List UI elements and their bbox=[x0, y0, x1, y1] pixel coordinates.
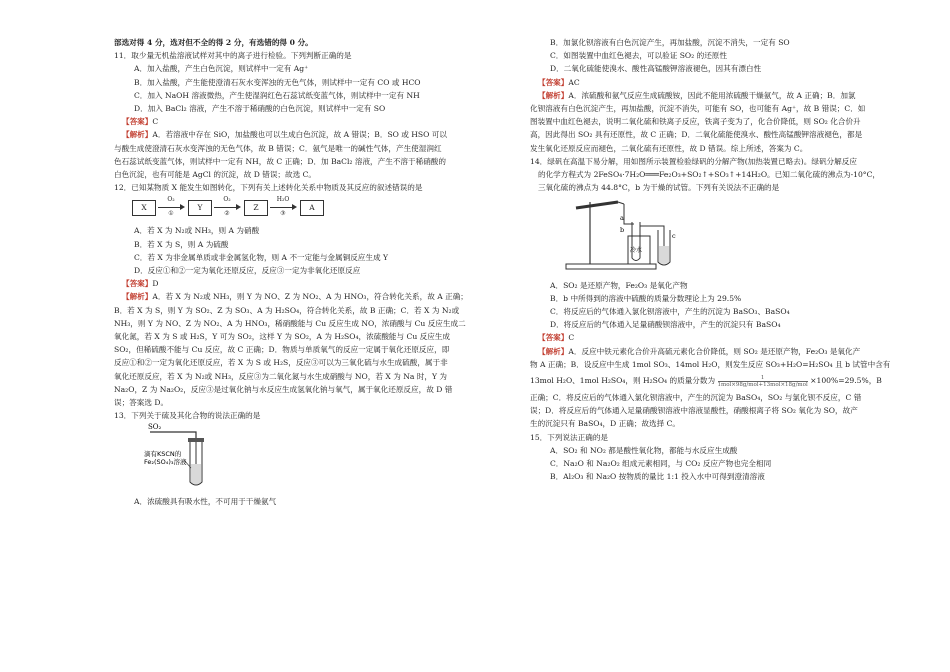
answer-label: 【答案】 bbox=[538, 77, 569, 87]
q13-analysis-line: 发生氧化还原反应而褪色，二氧化硫有还原性，故 D 错误。综上所述，答案为 C。 bbox=[530, 143, 808, 153]
flow-box-z: Z bbox=[244, 200, 268, 216]
q14-option-d: D．将反应后的气体通入足量硝酸钡溶液中，产生的沉淀只有 BaSO₄ bbox=[550, 320, 781, 330]
q12-option-b: B．若 X 为 S，则 A 为硫酸 bbox=[134, 239, 229, 249]
q12-option-d: D．反应①和②一定为氧化还原反应，反应③一定为非氧化还原反应 bbox=[134, 266, 361, 276]
q13-option-d: D．二氧化硫能使溴水、酸性高锰酸钾溶液褪色，因其有漂白性 bbox=[550, 64, 762, 74]
q11-option-d: D．加入 BaCl₂ 溶液，产生不溶于稀硝酸的白色沉淀，则试样中一定有 SO bbox=[134, 104, 386, 114]
q12-stem: 12．已知某物质 X 能发生如图转化，下列有关上述转化关系中物质及其反应的叙述错误的是 bbox=[114, 183, 423, 193]
answer-label: 【答案】 bbox=[122, 279, 153, 289]
q12-flow-diagram bbox=[132, 196, 474, 220]
q12-answer bbox=[114, 277, 474, 290]
q13-analysis-line: 图装置中血红色褪去，说明二氧化硫和铁离子反应，铁离子变为了，化合价降低，则 SO₂ 化合价升 bbox=[530, 117, 861, 127]
q12-option-a: A．若 X 为 N₂或 NH₃，则 A 为硝酸 bbox=[134, 226, 260, 236]
q14-analysis-text: ×100%=29.5%，B bbox=[810, 376, 882, 386]
flow-box-a: A bbox=[300, 200, 324, 216]
flow-arrow-3 bbox=[268, 196, 298, 220]
figure-label-c: c bbox=[672, 232, 676, 241]
q11-option-c: C．加入 NaOH 溶液微热，产生使湿润红色石蕊试纸变蓝气体，则试样中一定有 NH bbox=[134, 90, 420, 100]
flow-arrow-1 bbox=[156, 196, 186, 220]
q14-stem-line: 14．绿矾在高温下易分解，用如图所示装置检验绿矾的分解产物(加热装置已略去)。绿矾分解反应 bbox=[530, 156, 857, 166]
flow-box-y: Y bbox=[188, 200, 212, 216]
figure-label-b: b bbox=[620, 226, 625, 235]
q11-option-a: A．加入盐酸，产生白色沉淀，则试样中一定有 Ag⁺ bbox=[134, 64, 309, 74]
q12-analysis-line: 氧化氮，若 X 为 S 或 H₂S，Y 可为 SO₂，这样 Y 为 SO₂，A 为 H₂SO₄，浓硫酸能与 Cu 反应生成 bbox=[114, 332, 450, 342]
q12-analysis-line: B．若 X 为 S，则 Y 为 SO₂、Z 为 SO₃、A 为 H₂SO₄，符合转化关系，故 B 正确；C．若 X 为 N₂或 bbox=[114, 305, 460, 315]
q12-analysis-text: A．若 X 为 N₂或 NH₃，则 Y 为 NO、Z 为 NO₂、A 为 HNO₃，符合转化关系，故 A 正确； bbox=[152, 292, 468, 302]
q13-option-b: B．加氯化钡溶液有白色沉淀产生，再加盐酸，沉淀不消失，一定有 SO bbox=[550, 38, 790, 47]
figure-gas-label: SO₂ bbox=[148, 423, 162, 432]
right-column bbox=[530, 36, 890, 483]
q12-option-c: C．若 X 为非金属单质或非金属氢化物，则 A 不一定能与金属铜反应生成 Y bbox=[134, 252, 388, 262]
q14-stem-line: 三氧化硫的沸点为 44.8°C，b 为干燥的试管。下列有关说法不正确的是 bbox=[538, 183, 780, 193]
q13-analysis-text: A．浓硫酸和氨气反应生成硫酸铵，因此不能用浓硫酸干燥氨气，故 A 正确；B．加氯 bbox=[568, 90, 856, 100]
flow-reagent: O₂ bbox=[167, 196, 175, 204]
left-column bbox=[114, 36, 474, 508]
q14-option-a: A．SO₂ 是还原产物，Fe₂O₃ 是氧化产物 bbox=[550, 280, 688, 290]
q14-option-b: B．b 中所得到的溶液中硫酸的质量分数理论上为 29.5% bbox=[550, 293, 742, 303]
q11-stem: 11．取少量无机盐溶液试样对其中的离子进行检验。下列判断正确的是 bbox=[114, 51, 352, 61]
figure-solution-label-1: 滴有KSCN的 bbox=[144, 450, 182, 459]
q13-apparatus-figure bbox=[144, 422, 474, 492]
answer-label: 【答案】 bbox=[538, 333, 569, 343]
q12-analysis-line: 反应①和②一定为氧化还原反应，若 X 为 S 或 H₂S，反应③可以为三氧化硫与水生成硫酸，属于非 bbox=[114, 358, 448, 368]
decomposition-apparatus-figure bbox=[560, 194, 690, 272]
q12-analysis-line: SO₂，但稀硫酸不能与 Cu 反应，故 C 正确；D．物质与单质氧气的反应一定属于氧化还原反应，即 bbox=[114, 345, 450, 355]
fraction-numerator: 1 bbox=[718, 375, 808, 382]
q14-analysis-fraction-line bbox=[530, 371, 890, 391]
flow-reagent: O₂ bbox=[223, 196, 231, 204]
analysis-label: 【解析】 bbox=[122, 292, 153, 302]
flow-step-number: ② bbox=[224, 210, 230, 218]
q15-option-a: A．SO₂ 和 NO₂ 都是酸性氧化物，都能与水反应生成酸 bbox=[550, 445, 738, 455]
flow-step-number: ① bbox=[168, 210, 174, 218]
flow-reagent: H₂O bbox=[276, 196, 290, 204]
q11-option-b: B．加入盐酸，产生能使澄清石灰水变浑浊的无色气体，则试样中一定有 CO 或 HCO bbox=[134, 77, 421, 87]
q11-analysis-line: 与酸生成使澄清石灰水变浑浊的无色气体，故 B 错误；C．氨气是唯一的碱性气体，产生使湿润红 bbox=[114, 143, 442, 153]
q11-analysis-line: 白色沉淀，也有可能是 AgCl 的沉淀，故 D 错误；故选 C。 bbox=[114, 170, 317, 180]
q12-analysis-line: NH₃，则 Y 为 NO、Z 为 NO₂、A 为 HNO₃，稀硝酸能与 Cu 反应生成 NO，浓硝酸与 Cu 反应生成二 bbox=[114, 318, 466, 328]
q14-analysis-text: 13mol H₂O、1mol H₂SO₄，则 H₂SO₄ 的质量分数为 bbox=[530, 376, 716, 386]
mass-fraction-formula bbox=[718, 375, 808, 388]
fraction-denominator: 1mol×98g/mol+13mol×18g/mol bbox=[717, 381, 808, 388]
q14-analysis-line: 正确；C．将反应后的气体通入氯化钡溶液中，产生的沉淀为 BaSO₄，SO₂ 与氯化钡不反应，C 错 bbox=[530, 393, 862, 403]
analysis-label: 【解析】 bbox=[538, 90, 569, 100]
q13-answer-value: AC bbox=[568, 77, 580, 87]
q14-analysis-line: 误；D．将反应后的气体通入足量硝酸钡溶液中溶液显酸性，硝酸根离子将 SO₂ 氧化为 SO，故产 bbox=[530, 406, 858, 416]
q15-option-b: B．Al₂O₃ 和 Na₂O 按物质的量比 1:1 投入水中可得到澄清溶液 bbox=[550, 472, 765, 482]
q14-option-c: C．将反应后的气体通入氯化钡溶液中，产生的沉淀为 BaSO₃、BaSO₄ bbox=[550, 307, 790, 317]
q14-analysis-line: 物 A 正确；B．设反应中生成 1mol SO₃、14mol H₂O，则发生反应 SO₃+H₂O=H₂SO₄ 且 b 试管中含有 bbox=[530, 359, 890, 369]
flow-step-number: ③ bbox=[280, 210, 286, 218]
answer-label: 【答案】 bbox=[122, 117, 153, 127]
q12-analysis-line: Na₂O，Z 为 Na₂O₂，反应③是过氧化钠与水反应生成氢氧化钠与氧气，属于氧化还原反应，故 D 错 bbox=[114, 384, 453, 394]
flow-box-x: X bbox=[132, 200, 156, 216]
scoring-note: 部选对得 4 分，选对但不全的得 2 分，有选错的得 0 分。 bbox=[114, 38, 313, 47]
q11-analysis-text: A．若溶液中存在 SiO，加盐酸也可以生成白色沉淀，故 A 错误；B．SO 或 HSO 可以 bbox=[152, 130, 447, 140]
q15-stem: 15．下列说法正确的是 bbox=[530, 432, 609, 442]
q11-answer bbox=[114, 115, 474, 128]
q12-answer-value: D bbox=[152, 279, 159, 289]
q14-analysis-line: 生的沉淀只有 BaSO₄，D 正确；故选择 C。 bbox=[530, 419, 681, 429]
q13-answer bbox=[530, 76, 890, 89]
q14-answer bbox=[530, 331, 890, 344]
q13-stem: 13．下列关于硫及其化合物的说法正确的是 bbox=[114, 411, 261, 421]
q13-analysis-line: 高，因此得出 SO₂ 具有还原性，故 C 正确；D．二氧化硫能使溴水、酸性高锰酸钾溶液褪色，都是 bbox=[530, 130, 863, 140]
q13-option-a: A．浓硫酸具有吸水性，不可用于干燥氨气 bbox=[134, 496, 277, 506]
q14-answer-value: C bbox=[568, 333, 575, 343]
figure-label-cold-water: 冷水 bbox=[630, 247, 643, 255]
q11-analysis-line bbox=[114, 128, 474, 141]
figure-solution-label-2: Fe₂(SO₄)₃溶液 bbox=[144, 458, 187, 467]
analysis-label: 【解析】 bbox=[538, 346, 569, 356]
q14-apparatus-figure bbox=[560, 194, 890, 276]
figure-label-a: a bbox=[620, 214, 624, 223]
test-tube-figure bbox=[144, 422, 234, 488]
q12-analysis-line bbox=[114, 290, 474, 303]
q13-analysis-line: 化钡溶液有白色沉淀产生，再加盐酸，沉淀不消失，可能有 SO，也可能有 Ag⁺，故 B 错误；C．如 bbox=[530, 104, 866, 114]
analysis-label: 【解析】 bbox=[122, 130, 153, 140]
q14-analysis-text: A．反应中铁元素化合价升高硫元素化合价降低，则 SO₂ 是还原产物，Fe₂O₃ 是氧化产 bbox=[568, 346, 861, 356]
q11-answer-value: C bbox=[152, 117, 159, 127]
flow-arrow-2 bbox=[212, 196, 242, 220]
q15-option-c: C．Na₂O 和 Na₂O₂ 组成元素相同，与 CO₂ 反应产物也完全相同 bbox=[550, 459, 772, 469]
q12-analysis-line: 误；答案选 D。 bbox=[114, 398, 169, 408]
q13-analysis-line bbox=[530, 89, 890, 102]
q13-option-c: C．如图装置中血红色褪去，可以验证 SO₂ 的还原性 bbox=[550, 51, 727, 61]
q14-stem-line: 的化学方程式为 2FeSO₄·7H₂O═══Fe₂O₃+SO₂↑+SO₃↑+14H₂O。已知二氧化硫的沸点为-10°C， bbox=[538, 170, 881, 180]
q14-analysis-line bbox=[530, 345, 890, 358]
q11-analysis-line: 色石蕊试纸变蓝气体，则试样中一定有 NH，故 C 正确；D．加 BaCl₂ 溶液，产生不溶于稀硝酸的 bbox=[114, 156, 446, 166]
q12-analysis-line: 氧化还原反应，若 X 为 N₂或 NH₃，反应③为二氧化氮与水生成硝酸与 NO，若 X 为 Na 时，Y 为 bbox=[114, 371, 448, 381]
